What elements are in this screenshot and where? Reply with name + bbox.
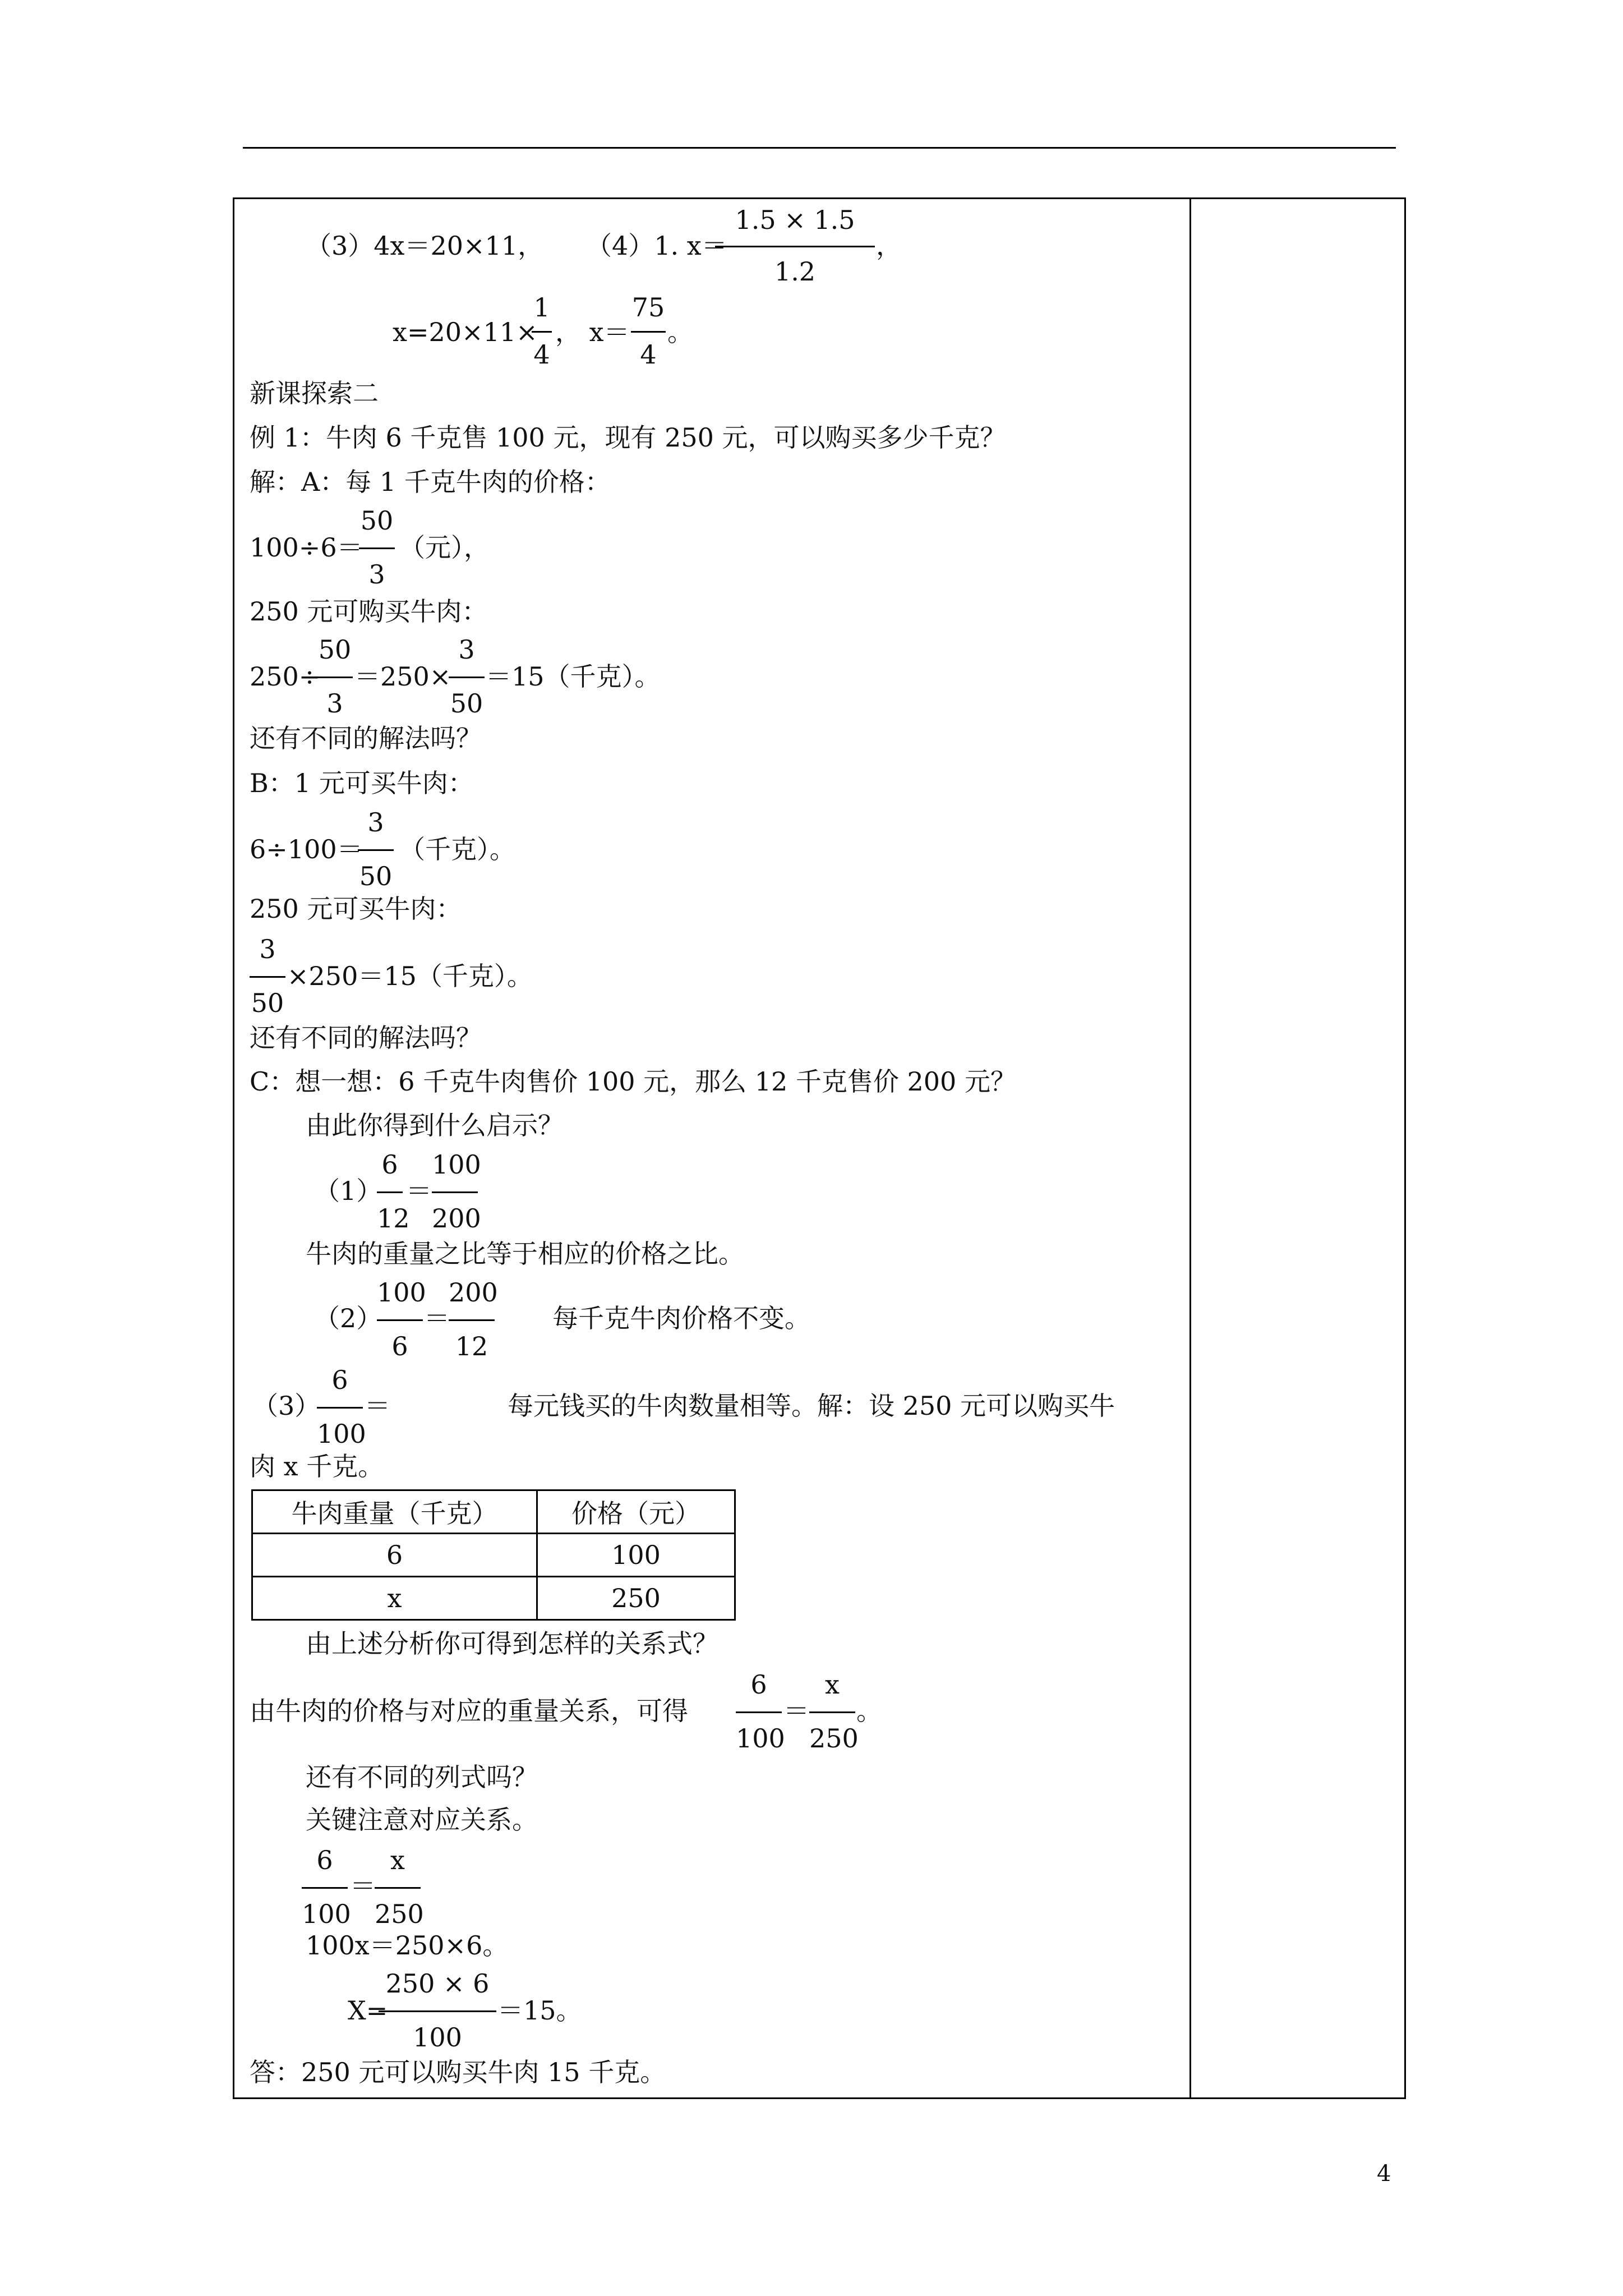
item-1-label: （1）	[314, 1176, 382, 1206]
final-answer: 答：250 元可以购买牛肉 15 千克。	[250, 2057, 666, 2087]
solution-c: C：想一想：6 千克牛肉售价 100 元，那么 12 千克售价 200 元？	[250, 1066, 1016, 1097]
eq-x: ， x＝	[555, 317, 630, 347]
frac-100-200: 100 200	[432, 1149, 481, 1234]
frac-50-3: 50 3	[359, 505, 395, 590]
header-rule	[243, 147, 1396, 149]
item-3-text: 每元钱买的牛肉数量相等。解：设 250 元可以购买牛	[508, 1391, 1115, 1421]
table-row	[252, 1577, 735, 1620]
frac-3-50: 3 50	[250, 933, 285, 1019]
eq-x-product: x=20×11×	[393, 317, 538, 347]
frac-1-4: 1 4	[532, 292, 552, 370]
table-header: 牛肉重量（千克）	[252, 1490, 537, 1534]
equals: ＝	[783, 1696, 809, 1726]
table-header-row	[252, 1490, 735, 1534]
eq-X: X=	[348, 1995, 388, 2026]
text-250-buy-b: 250 元可买牛肉：	[250, 894, 462, 924]
column-divider	[1189, 197, 1191, 2099]
eq-100x: 100x＝250×6。	[306, 1930, 509, 1961]
frac-6-100: 6 100	[736, 1669, 785, 1754]
frac-1-5-over-1-2: 1.5 × 1.5 1.2	[715, 204, 875, 287]
frac-200-12: 200 12	[449, 1277, 498, 1361]
frac-3-50: 3 50	[358, 807, 394, 892]
section-title: 新课探索二	[250, 378, 379, 408]
relation-answer: 由牛肉的价格与对应的重量关系，可得	[250, 1696, 688, 1726]
eq-100-div-6: 100÷6＝	[250, 532, 363, 563]
eq-250-div: 250÷	[250, 661, 321, 692]
frac-6-100: 6 100	[302, 1845, 351, 1929]
unit-yuan: （元），	[399, 532, 490, 563]
eq-result-15: ＝15（千克）。	[486, 661, 661, 692]
item-1-text: 牛肉的重量之比等于相应的价格之比。	[306, 1239, 744, 1269]
item-3-text-cont: 肉 x 千克。	[250, 1451, 384, 1481]
relation-question: 由上述分析你可得到怎样的关系式？	[306, 1628, 718, 1659]
unit-kg: （千克）。	[399, 834, 515, 864]
frac-100-6: 100 6	[377, 1277, 426, 1361]
data-table	[251, 1489, 736, 1621]
eq-result: ＝15。	[497, 1995, 582, 2026]
frac-50-3: 50 3	[317, 634, 353, 719]
eq-3: （3）4x＝20×11，	[306, 231, 544, 261]
frac-x-250: x 250	[375, 1845, 424, 1929]
question-other-method: 还有不同的解法吗？	[250, 723, 482, 753]
period: 。	[667, 317, 693, 347]
frac-6-12: 6 12	[377, 1149, 410, 1234]
eq-times-250: ×250＝15（千克）。	[287, 961, 533, 991]
table-cell: 6	[252, 1534, 537, 1577]
frac-6-100: 6 100	[317, 1365, 366, 1449]
frac-3-50: 3 50	[449, 634, 485, 719]
question-other-formula: 还有不同的列式吗？	[306, 1762, 538, 1792]
item-3-label: （3）	[252, 1391, 321, 1421]
hint: 由此你得到什么启示？	[306, 1110, 564, 1140]
example-1: 例 1：牛肉 6 千克售 100 元，现有 250 元，可以购买多少千克？	[250, 422, 1006, 453]
period: 。	[856, 1696, 882, 1726]
frac-x-250: x 250	[809, 1669, 859, 1754]
table-cell: 250	[537, 1577, 735, 1620]
question-other-method-2: 还有不同的解法吗？	[250, 1023, 482, 1053]
frac-250x6-over-100: 250 × 6 100	[379, 1968, 496, 2053]
eq-6-div-100: 6÷100＝	[250, 834, 363, 864]
equals: ＝	[424, 1303, 450, 1333]
comma: ，	[876, 231, 902, 261]
equals: ＝	[350, 1871, 376, 1901]
solution-a: 解：A：每 1 千克牛肉的价格：	[250, 467, 611, 497]
equals: ＝	[365, 1391, 390, 1421]
eq-times: ＝250×	[354, 661, 451, 692]
item-2-text: 每千克牛肉价格不变。	[552, 1303, 810, 1333]
table-header: 价格（元）	[537, 1490, 735, 1534]
key-note: 关键注意对应关系。	[306, 1805, 538, 1835]
solution-b: B：1 元可买牛肉：	[250, 768, 474, 798]
table-row	[252, 1534, 735, 1577]
table-cell: 100	[537, 1534, 735, 1577]
text-250-buy: 250 元可购买牛肉：	[250, 596, 488, 627]
table-cell: x	[252, 1577, 537, 1620]
frac-75-4: 75 4	[631, 292, 665, 370]
eq-4: （4）1. x＝	[586, 231, 727, 261]
page-number: 4	[1377, 2161, 1391, 2187]
equals: ＝	[406, 1176, 432, 1206]
item-2-label: （2）	[314, 1303, 382, 1333]
